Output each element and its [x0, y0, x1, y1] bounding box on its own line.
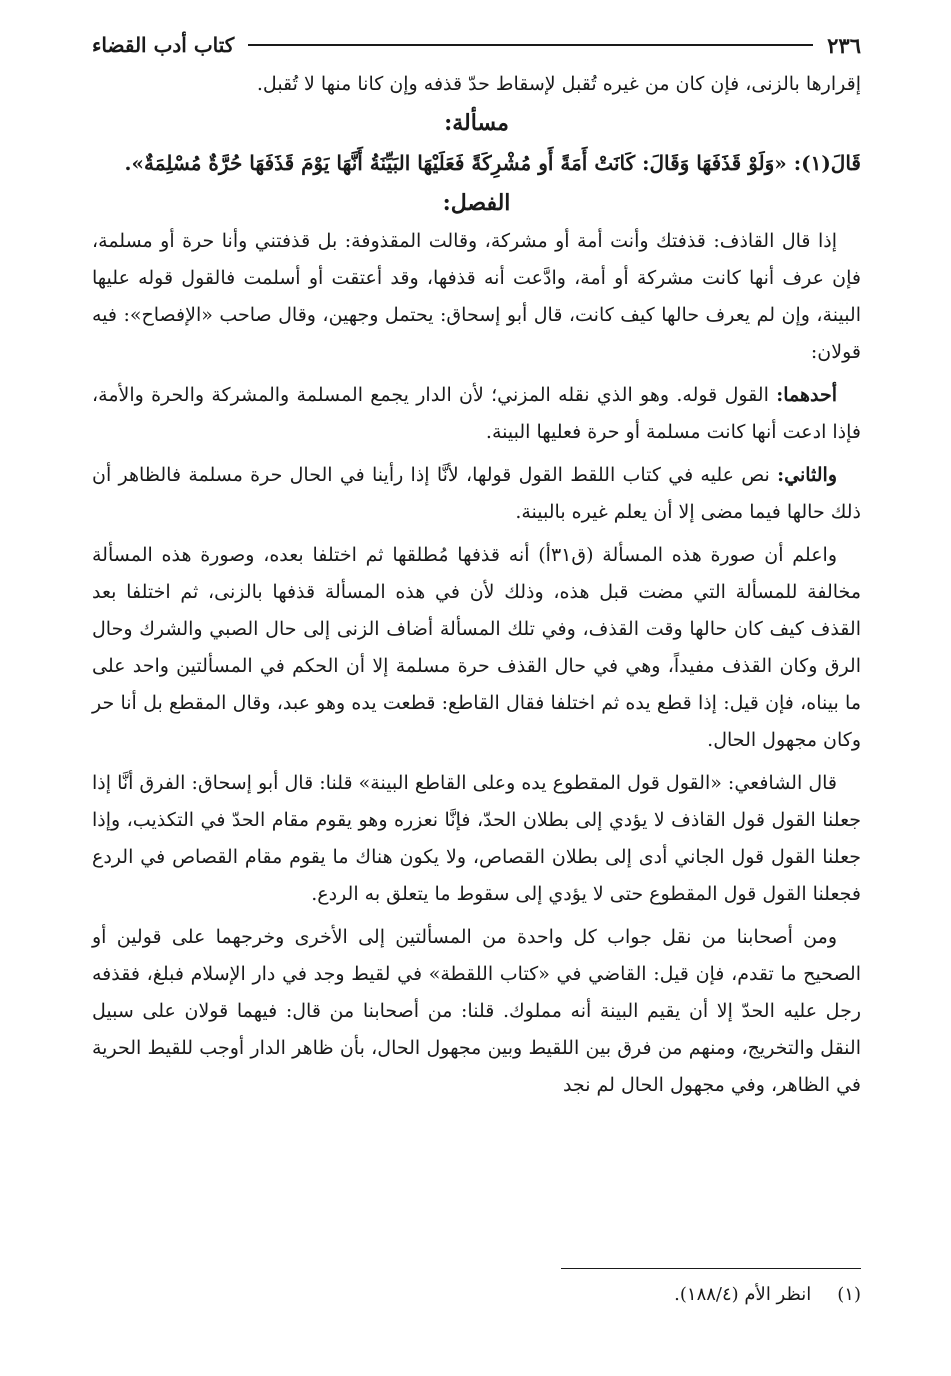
paragraph-lead: أحدهما:: [776, 384, 837, 406]
fasl-paragraph-2: [92, 377, 861, 451]
footnote: [674, 1280, 861, 1310]
footnote-rule: [561, 1268, 861, 1269]
paragraph-lead: والثاني:: [777, 464, 837, 486]
fasl-paragraph-5: قال الشافعي: «القول قول المقطوع يده وعلى القاطع البينة» قلنا: قال أبو إسحاق: الفرق أنَّا إذا جعلنا القول قول القاذف لا يؤدي إلى بطلان الحدّ، فإنَّا نعزره وهو يقوم مقام الحدّ في التكذيب، وإذا جعلنا القول قول الجاني أدى إلى بطلان القصاص، ولا يكون هناك ما يقوم مقام القصاص في الردع فجعلنا القول قول المقطوع حتى لا يؤدي إلى سقوط ما يتعلق به الردع.: [92, 772, 861, 905]
paragraph-body: نص عليه في كتاب اللقط القول قولها، لأنَّا إذا رأينا في الحال حرة مسلمة فالظاهر أن ذلك حالها فيما مضى إلا أن يعلم غيره بالبينة.: [92, 464, 861, 523]
masala-text: قَالَ(١): «وَلَوْ قَذَفَهَا وَقَالَ: كَانَتْ أَمَةً أَو مُشْرِكَةً فَعَلَيْهَا البَيِّنَةُ أَنَّهَا يَوْمَ قَذَفَهَا حُرَّةٌ مُسْلِمَةٌ».: [124, 151, 861, 175]
fasl-paragraph-4: واعلم أن صورة هذه المسألة (ق٣١أ) أنه قذفها مُطلقها ثم اختلفا بعده، وصورة هذه المسألة مخالفة للمسألة التي مضت قبل هذه، وذلك لأن في هذه المسألة قذفها بالزنى، ثم اختلفا بعد القذف كيف كان حالها وقت القذف، وفي تلك المسألة أضاف الزنى إلى حال الصبي والشرك وحال الرق وكان القذف مفيداً، وهي في حال القذف حرة مسلمة إلا أن الحكم في المسألتين واحد على ما بيناه، فإن قيل: إذا قطع يده ثم اختلفا فقال القاطع: قطعت يده وهو عبد، وقال المقطع بل أنا حر وكان مجهول الحال.: [92, 544, 861, 751]
footnote-marker: (١): [837, 1284, 861, 1305]
fasl-paragraph-1: إذا قال القاذف: قذفتك وأنت أمة أو مشركة، وقالت المقذوفة: بل قذفتني وأنا حرة أو مسلمة، فإن عرف أنها كانت مشركة أو أمة، وادَّعت أنه قذفها، وقد أعتقت أو أسلمت فالقول قوله عليها البينة، وإن لم يعرف حالها كيف كانت، قال أبو إسحاق: يحتمل وجهين، وقال صاحب «الإفصاح»: فيه قولان:: [92, 230, 861, 363]
header-rule: [248, 44, 813, 46]
book-title: كتاب أدب القضاء: [92, 33, 235, 57]
running-head: [92, 28, 861, 62]
fasl-paragraph-6: ومن أصحابنا من نقل جواب كل واحدة من المسألتين إلى الأخرى وخرجهما على قولين أو الصحيح ما تقدم، فإن قيل: القاضي في «كتاب اللقطة» في لقيط وجد في دار الإسلام فبلغ، فقذفه رجل عليه الحدّ إلا أن يقيم البينة أنه مملوك. قلنا: من أصحابنا من قال: فيهما قولان على سبيل النقل والتخريج، ومنهم من فرق بين اللقيط وبين مجهول الحال، بأن ظاهر الدار أوجب للقيط الحرية في الظاهر، وفي مجهول الحال لم نجد: [92, 926, 861, 1096]
fasl-paragraph-3: [92, 457, 861, 531]
fasl-heading: الفصل:: [442, 190, 511, 216]
paragraph-body: القول قوله. وهو الذي نقله المزني؛ لأن الدار يجمع المسلمة والمشركة والحرة والأمة، فإذا ادعت أنها كانت مسلمة أو حرة فعليها البينة.: [92, 384, 861, 443]
masala-heading: مسألة:: [444, 110, 509, 136]
footnote-text: انظر الأم (١٨٨/٤).: [674, 1284, 812, 1305]
intro-paragraph: إقرارها بالزنى، فإن كان من غيره تُقبل لإسقاط حدّ قذفه وإن كانا منها لا تُقبل.: [256, 73, 861, 95]
page-number: ٢٣٦: [827, 32, 861, 58]
